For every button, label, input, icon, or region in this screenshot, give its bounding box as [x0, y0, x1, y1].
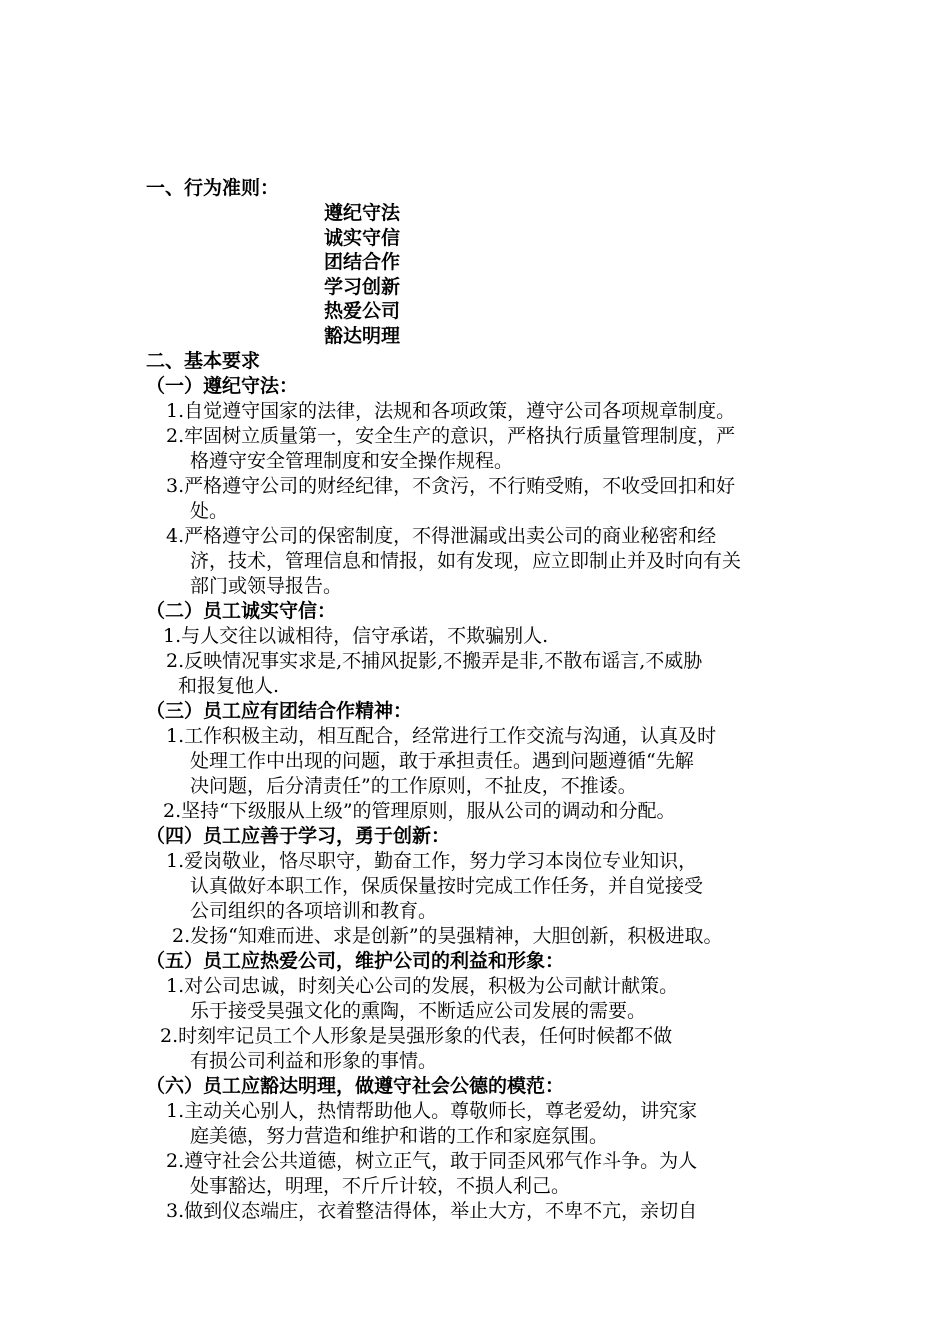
paragraph-line: 4.严格遵守公司的保密制度，不得泄漏或出卖公司的商业秘密和经: [166, 525, 717, 547]
paragraph-line: 1.对公司忠诚，时刻关心公司的发展，积极为公司献计献策。: [166, 975, 679, 997]
paragraph-line: 格遵守安全管理制度和安全操作规程。: [190, 450, 514, 472]
paragraph-line: 2.时刻牢记员工个人形象是昊强形象的代表，任何时候都不做: [160, 1025, 673, 1047]
paragraph-line: 部门或领导报告。: [190, 575, 343, 597]
paragraph-line: 庭美德，努力营造和维护和谐的工作和家庭氛围。: [190, 1125, 609, 1147]
paragraph-line: 处事豁达，明理，不斤斤计较，不损人利己。: [190, 1175, 571, 1197]
paragraph-line: 2.反映情况事实求是,不捕风捉影,不搬弄是非,不散布谣言,不威胁: [166, 650, 703, 672]
subsection-heading: （六）员工应豁达明理，做遵守社会公德的模范：: [146, 1075, 565, 1097]
paragraph-line: 1.自觉遵守国家的法律，法规和各项政策，遵守公司各项规章制度。: [166, 400, 736, 422]
paragraph-line: 2.坚持“下级服从上级”的管理原则，服从公司的调动和分配。: [163, 800, 676, 822]
principle-item: 遵纪守法: [324, 202, 401, 224]
principle-item: 诚实守信: [324, 227, 401, 249]
paragraph-line: 公司组织的各项培训和教育。: [190, 900, 438, 922]
paragraph-line: 3.严格遵守公司的财经纪律，不贪污，不行贿受贿，不收受回扣和好: [166, 475, 736, 497]
principle-item: 豁达明理: [324, 325, 401, 347]
paragraph-line: 1.爱岗敬业，恪尽职守，勤奋工作，努力学习本岗位专业知识，: [166, 850, 698, 872]
subsection-heading: （五）员工应热爱公司，维护公司的利益和形象：: [146, 950, 565, 972]
paragraph-line: 和报复他人.: [178, 675, 280, 697]
section-heading-conduct: 一、行为准则：: [146, 177, 280, 199]
paragraph-line: 2.牢固树立质量第一，安全生产的意识，严格执行质量管理制度，严: [166, 425, 736, 447]
paragraph-line: 乐于接受昊强文化的熏陶，不断适应公司发展的需要。: [190, 1000, 647, 1022]
section-heading-requirements: 二、基本要求: [146, 350, 261, 372]
paragraph-line: 处理工作中出现的问题，敢于承担责任。遇到问题遵循“先解: [190, 750, 694, 772]
paragraph-line: 济，技术，管理信息和情报，如有发现，应立即制止并及时向有关: [190, 550, 742, 572]
subsection-heading: （二）员工诚实守信：: [146, 600, 337, 622]
paragraph-line: 有损公司利益和形象的事情。: [190, 1050, 438, 1072]
paragraph-line: 认真做好本职工作，保质保量按时完成工作任务，并自觉接受: [190, 875, 704, 897]
principle-item: 热爱公司: [324, 300, 401, 322]
paragraph-line: 决问题，后分清责任”的工作原则，不扯皮，不推诿。: [190, 775, 637, 797]
subsection-heading: （四）员工应善于学习，勇于创新：: [146, 825, 451, 847]
paragraph-line: 1.工作积极主动，相互配合，经常进行工作交流与沟通，认真及时: [166, 725, 717, 747]
paragraph-line: 3.做到仪态端庄，衣着整洁得体，举止大方，不卑不亢，亲切自: [166, 1200, 698, 1222]
principle-item: 团结合作: [324, 251, 401, 273]
subsection-heading: （三）员工应有团结合作精神：: [146, 700, 413, 722]
paragraph-line: 1.主动关心别人，热情帮助他人。尊敬师长，尊老爱幼，讲究家: [166, 1100, 698, 1122]
paragraph-line: 处。: [190, 500, 229, 522]
paragraph-line: 2.发扬“知难而进、求是创新”的昊强精神，大胆创新，积极进取。: [172, 925, 723, 947]
paragraph-line: 1.与人交往以诚相待，信守承诺，不欺骗别人.: [163, 625, 549, 647]
principle-item: 学习创新: [324, 276, 401, 298]
paragraph-line: 2.遵守社会公共道德，树立正气，敢于同歪风邪气作斗争。为人: [166, 1150, 698, 1172]
subsection-heading: （一）遵纪守法：: [146, 375, 299, 397]
